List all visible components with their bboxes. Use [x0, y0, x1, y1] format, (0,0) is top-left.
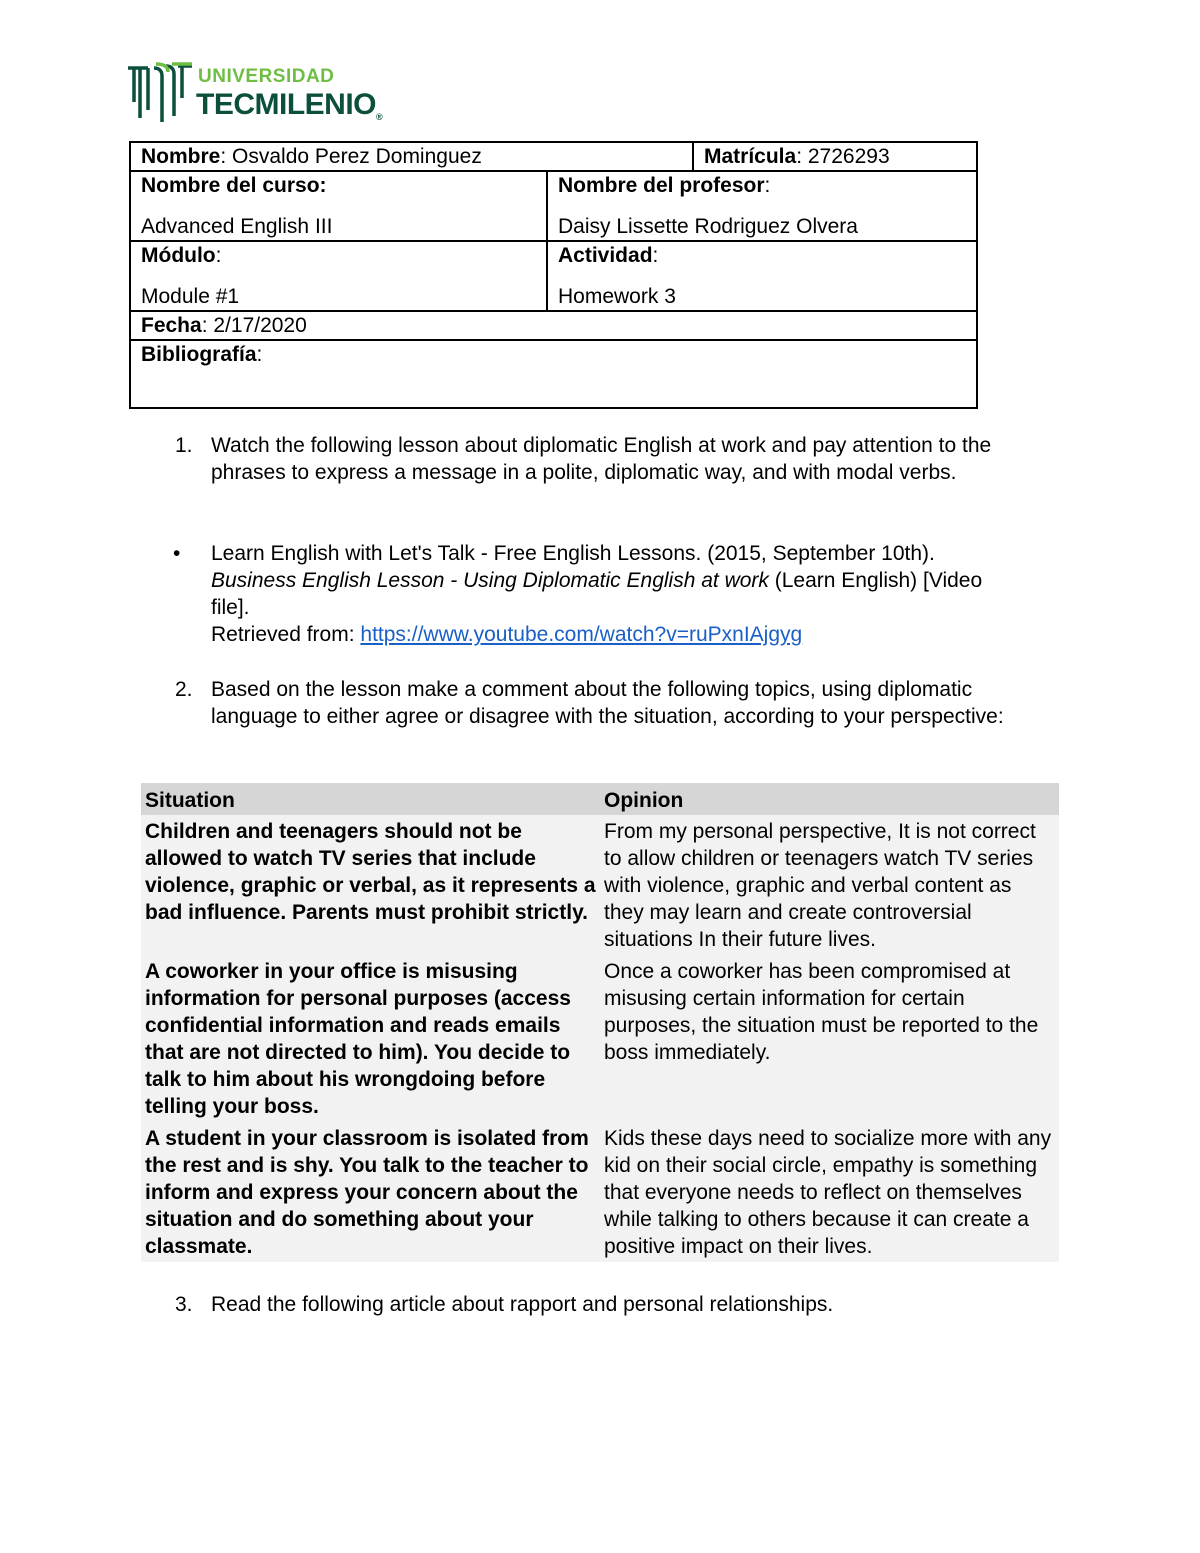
modulo-colon: :: [215, 244, 222, 267]
question-1: [175, 432, 1051, 486]
matricula-cell: [693, 142, 977, 171]
actividad-label: Actividad: [558, 244, 653, 267]
nombre-cell: [130, 142, 693, 171]
profesor-colon: :: [764, 174, 771, 197]
table-header-row: [141, 783, 1059, 815]
youtube-link[interactable]: https://www.youtube.com/watch?v=ruPxnIAjgyg: [360, 623, 803, 646]
question-2-text: Based on the lesson make a comment about the following topics, using diplomatic language to either agree or disagree with the situation, according to your perspective:: [211, 678, 1004, 728]
opinion-cell: Kids these days need to socialize more with any kid on their social circle, empathy is something that everyone needs to reflect on themselves while talking to others because it can create a positive impact on their lives.: [600, 1122, 1059, 1262]
nombre-label: Nombre: [141, 145, 221, 168]
question-3: [175, 1291, 1051, 1318]
modulo-cell: [130, 241, 547, 311]
fecha-cell: [130, 311, 977, 340]
logo-mark-icon: [126, 62, 194, 126]
logo-line-universidad: UNIVERSIDAD: [198, 66, 335, 87]
actividad-cell: [547, 241, 977, 311]
student-info-table: [129, 141, 978, 409]
reference-medium: (Learn English) [Video file].: [211, 569, 983, 619]
question-2: [175, 676, 1051, 730]
situation-cell: A coworker in your office is misusing information for personal purposes (access confidential information and reads emails that are not directed to him). You decide to talk to him about his wrongdoing before telling your boss.: [141, 955, 600, 1122]
profesor-value: Daisy Lissette Rodriguez Olvera: [558, 215, 858, 238]
bibliografia-cell: [130, 340, 977, 408]
registered-mark: ®: [376, 112, 383, 122]
situation-cell: A student in your classroom is isolated from the rest and is shy. You talk to the teacher to inform and express your concern about the situation and do something about your classmate.: [141, 1122, 600, 1262]
question-1-text: Watch the following lesson about diplomatic English at work and pay attention to the phrases to express a message in a polite, diplomatic way, and with modal verbs.: [211, 434, 992, 484]
reference-author-date: Learn English with Let's Talk - Free English Lessons. (2015, September 10th).: [211, 542, 935, 565]
profesor-label: Nombre del profesor: [558, 174, 765, 197]
nombre-value: : Osvaldo Perez Dominguez: [220, 145, 482, 168]
question-2-number: 2.: [175, 678, 193, 701]
situation-cell: Children and teenagers should not be allowed to watch TV series that include violence, graphic or verbal, as it represents a bad influence. Parents must prohibit strictly.: [141, 815, 600, 955]
table-row: [141, 815, 1059, 955]
bibliografia-colon: :: [256, 343, 263, 366]
modulo-value: Module #1: [141, 285, 240, 308]
curso-cell: [130, 171, 547, 241]
profesor-cell: [547, 171, 977, 241]
opinion-cell: From my personal perspective, It is not correct to allow children or teenagers watch TV series with violence, graphic and verbal content as they may learn and create controversial situations In their future lives.: [600, 815, 1059, 955]
actividad-value: Homework 3: [558, 285, 676, 308]
curso-value: Advanced English III: [141, 215, 333, 238]
video-reference: [173, 540, 1001, 648]
actividad-colon: :: [652, 244, 659, 267]
fecha-label: Fecha: [141, 314, 202, 337]
table-row: [141, 955, 1059, 1122]
opinion-cell: Once a coworker has been compromised at misusing certain information for certain purposes, the situation must be reported to the boss immediately.: [600, 955, 1059, 1122]
matricula-label: Matrícula: [704, 145, 797, 168]
question-3-text: Read the following article about rapport and personal relationships.: [211, 1293, 834, 1316]
modulo-label: Módulo: [141, 244, 216, 267]
question-1-number: 1.: [175, 434, 193, 457]
bullet-icon: •: [173, 542, 181, 565]
situation-opinion-table: [141, 783, 1059, 1262]
matricula-value: : 2726293: [796, 145, 890, 168]
bibliografia-label: Bibliografía: [141, 343, 257, 366]
reference-title: Business English Lesson - Using Diplomatic English at work: [211, 569, 769, 592]
question-3-number: 3.: [175, 1293, 193, 1316]
curso-label: Nombre del curso:: [141, 174, 327, 197]
logo-brand-text: TECMILENIO: [196, 88, 376, 121]
university-logo: [126, 62, 426, 126]
header-opinion: Opinion: [600, 783, 1059, 815]
retrieved-label: Retrieved from:: [211, 623, 361, 646]
logo-line-tecmilenio: [196, 88, 382, 122]
fecha-value: : 2/17/2020: [201, 314, 307, 337]
table-row: [141, 1122, 1059, 1262]
header-situation: Situation: [141, 783, 600, 815]
